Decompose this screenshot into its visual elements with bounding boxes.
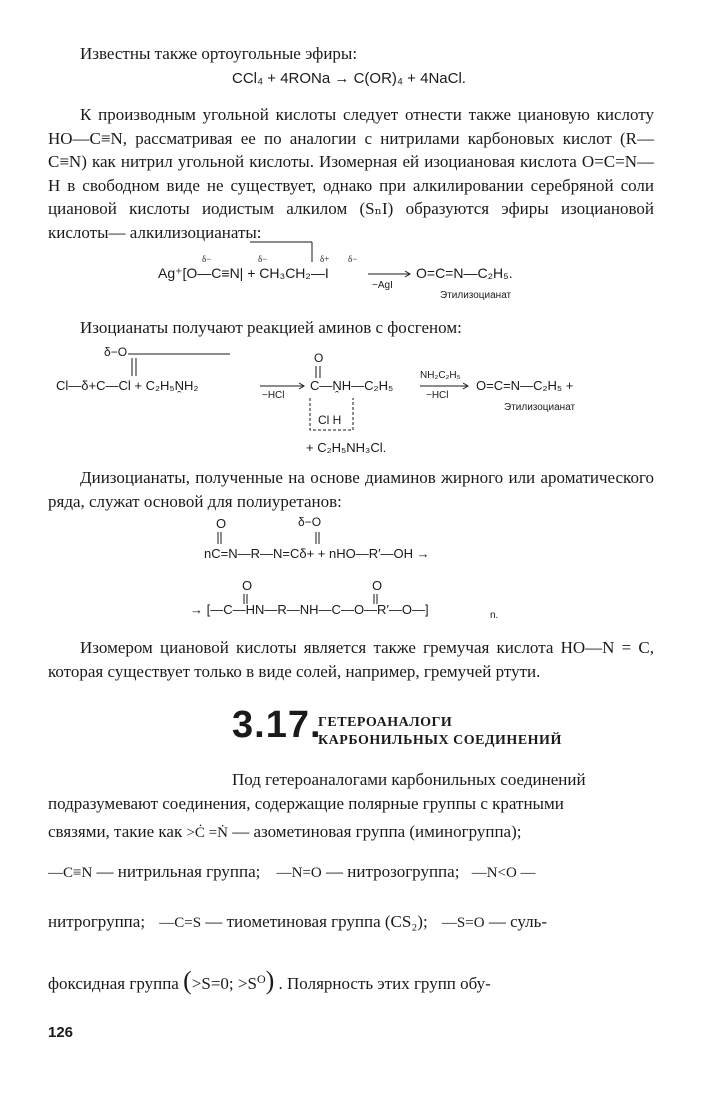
eq3-arrow2-top: NH₂C₂H₅	[420, 370, 461, 381]
para5-line6-c: . Полярность этих групп обу-	[278, 974, 491, 993]
eq2-arrow-label: −AgI	[372, 280, 393, 291]
eq4-line2: → [—C—HN—R—NH—C—O—R′—O—]	[190, 602, 429, 617]
eq4-o-left: O	[216, 516, 227, 531]
delta-n: δ−	[258, 254, 268, 264]
eq2-reactant: Ag⁺[O—C≡N| + CH₃CH₂—I	[158, 265, 329, 281]
eq4-o2-right: O	[372, 578, 383, 593]
delta-c: δ+	[320, 254, 330, 264]
delta-o: δ−	[202, 254, 212, 264]
para5-line3: связями, такие как >Ċ =Ṅ — азометиновая группа (иминогруппа);	[48, 822, 522, 841]
para5-line1: Под гетероаналогами карбонильных соединений	[232, 770, 586, 789]
para5-line2: подразумевают соединения, содержащие полярные группы с кратными	[48, 794, 564, 813]
section-title-line1: ГЕТЕРОАНАЛОГИ	[318, 715, 453, 730]
para5-line6: фоксидная группа (>S=0; $>S^O$) . Полярность этих групп обу-	[48, 966, 491, 995]
section-title-line2: КАРБОНИЛЬНЫХ СОЕДИНЕНИЙ	[318, 733, 562, 748]
eq4-line1: nC=N—R—N=Cδ+ + nHO—R′—OH →	[204, 546, 430, 561]
para5-line4-a: — нитрильная группа;	[96, 862, 261, 881]
delta-i: δ−	[348, 254, 358, 264]
eq3-reactant: Cl—δ+C—Cl + C₂H₅ṊH₂	[56, 378, 199, 393]
para5-line3-a: связями, такие как	[48, 822, 183, 841]
paragraph-phosgene: Изоцианаты получают реакцией аминов с фосгеном:	[80, 318, 462, 337]
para5-line4: —C≡N — нитрильная группа; —N=O — нитрозогруппа; —N<O —	[48, 862, 536, 881]
eq3-product-label: Этилизоцианат	[504, 402, 576, 413]
eq4-subscript: n.	[490, 610, 499, 620]
paragraph-diisocyanates: Диизоцианаты, полученные на основе диаминов жирного или ароматического ряда, служат основой для полиуретанов:	[48, 468, 654, 511]
intro-text: Известны также ортоугольные эфиры:	[80, 44, 358, 63]
para5-line3-b: — азометиновая группа (иминогруппа);	[232, 822, 522, 841]
eq3-top-o: δ−O	[104, 345, 128, 359]
para5-line6-a: фоксидная группа	[48, 974, 179, 993]
para5-line5-b: — тиометиновая группа (CS₂);	[205, 912, 428, 931]
eq3-arrow1: −HCl	[262, 390, 285, 401]
section-title	[318, 714, 562, 750]
eq4-o2-left: O	[242, 578, 253, 593]
paragraph-fulminic-acid: Изомером циановой кислоты является также гремучая кислота HO—N = C, которая существует только в виде солей, например, гремучей ртути.	[48, 638, 654, 681]
eq3-byproduct: + C₂H₅NH₃Cl.	[306, 440, 387, 455]
eq3-arrow2-bottom: −HCl	[426, 390, 449, 401]
eq2-product-label: Этилизоцианат	[440, 290, 512, 301]
para5-line5-a: нитрогруппа;	[48, 912, 146, 931]
eq3-product: O=C=N—C₂H₅ +	[476, 378, 574, 393]
equation-orthocarbonate: CCl₄ + 4RONa → C(OR)₄ + 4NaCl.	[232, 70, 466, 87]
para5-line4-b: — нитрозогруппа;	[326, 862, 460, 881]
equation-polyurethane	[190, 510, 530, 620]
eq2-product: O=C=N—C₂H₅.	[416, 265, 513, 281]
eq3-intermediate: C—ṊH—C₂H₅	[310, 378, 394, 393]
para5-line5: нитрогруппа; —C=S — тиометиновая группа (CS₂); —S=O — суль-	[48, 912, 548, 931]
para5-line6-b: >S=0; >S	[191, 974, 257, 993]
para5-line5-c: — суль-	[488, 912, 548, 931]
equation-phosgene	[48, 340, 668, 460]
paragraph-cyanic-acid: К производным угольной кислоты следует отнести также циановую кислоту HO—C≡N, рассматривая ее по аналогии с нитрилами карбоновых кислот (R—C≡N) как нитрил угольной кислоты. Изомерная ей изоциановая кислота O=C=N—H в свободном виде не существует, однако при алкилировании серебряной соли циановой кислоты иодистым алкилом (SₙI) образуются эфиры изоциановой кислоты— алкилизоцианаты:	[48, 105, 654, 242]
eq3-intermediate-o: O	[314, 351, 324, 365]
page-number: 126	[48, 1024, 74, 1041]
eq3-box-atoms: Cl H	[318, 413, 342, 427]
equation-alkylation	[150, 236, 570, 302]
section-number: 3.17.	[232, 704, 322, 746]
eq4-o-right: δ−O	[298, 515, 322, 529]
